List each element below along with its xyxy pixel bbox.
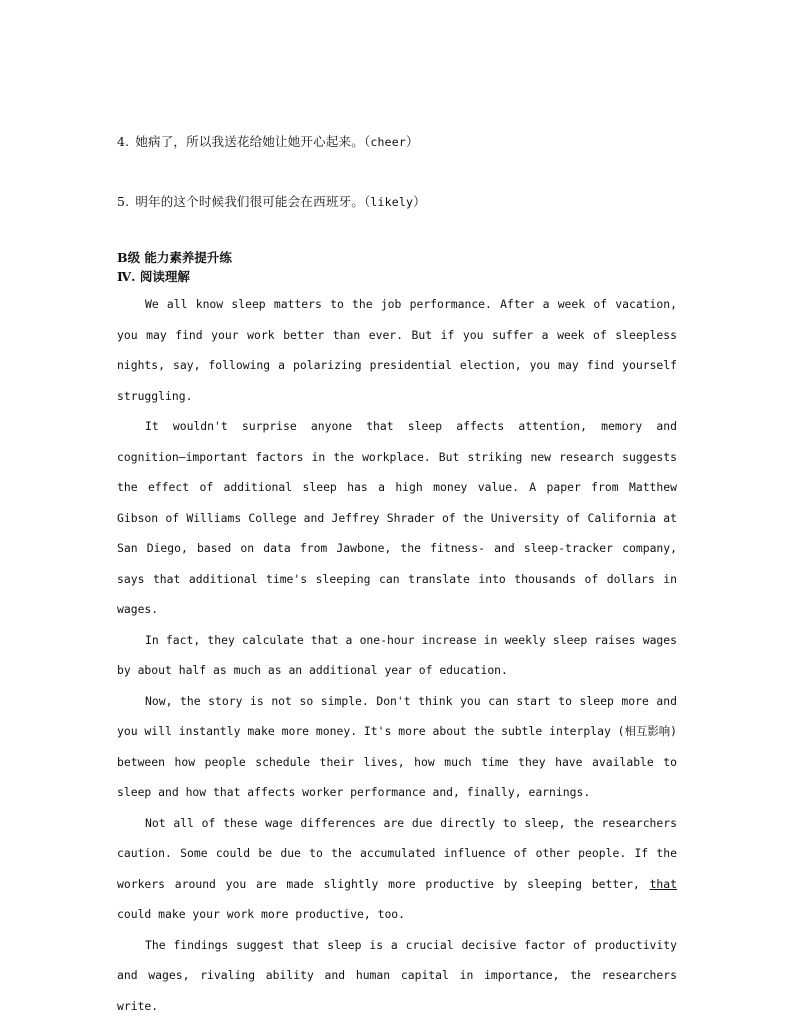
question-number: 5. <box>117 194 130 209</box>
question-text: 明年的这个时候我们很可能会在西班牙。 <box>135 194 364 209</box>
translation-question-5 <box>117 192 426 210</box>
hint-close: ） <box>406 134 419 149</box>
passage-paragraph-6: The findings suggest that sleep is a crucial decisive factor of productivity and wages, rivaling ability and human capital in importance, the researchers write. <box>117 937 677 1013</box>
passage-paragraph-1: We all know sleep matters to the job performance. After a week of vacation, you may find your work better than ever. But if you suffer a week of sleepless nights, say, following a polarizing presidential election, you may find yourself struggling. <box>117 297 677 403</box>
translation-question-4 <box>117 132 419 150</box>
passage-paragraph-2: It wouldn't surprise anyone that sleep affects attention, memory and cognition—important factors in the workplace. But striking new research suggests the effect of additional sleep has a high money value. A paper from Matthew Gibson of Williams College and Jeffrey Shrader of the University of California at San Diego, based on data from Jawbone, the fitness- and sleep-tracker company, says that additional time's sleeping can translate into thousands of dollars in wages. <box>117 419 677 616</box>
section-level-heading: B级 能力素养提升练 <box>117 250 232 265</box>
paragraph-5-text-start: Not all of these wage differences are due directly to sleep, the researchers caution. Some could be due to the accumulated influence of other people. If the workers around you are made slightly more productive by sleeping better, <box>117 815 677 891</box>
reading-passage <box>117 289 677 1021</box>
question-number: 4. <box>117 134 130 149</box>
passage-paragraph-3: In fact, they calculate that a one-hour increase in weekly sleep raises wages by about half as much as an additional year of education. <box>117 632 677 677</box>
question-hint-word: cheer <box>370 135 407 149</box>
hint-open: （ <box>363 194 371 209</box>
question-hint-word: likely <box>370 195 414 209</box>
question-text: 她病了，所以我送花给她让她开心起来。 <box>135 134 364 149</box>
section-part-heading: Ⅳ. 阅读理解 <box>117 269 190 284</box>
passage-paragraph-5 <box>117 808 677 930</box>
passage-paragraph-4: Now, the story is not so simple. Don't think you can start to sleep more and you will instantly make more money. It's more about the subtle interplay (相互影响) between how people schedule their lives, how much time they have available to sleep and how that affects worker performance and, finally, earnings. <box>117 693 677 799</box>
paragraph-5-text-end: could make your work more productive, too. <box>117 907 406 921</box>
underlined-word-that: that <box>649 876 677 891</box>
hint-close: ） <box>413 194 426 209</box>
hint-open: （ <box>363 134 371 149</box>
